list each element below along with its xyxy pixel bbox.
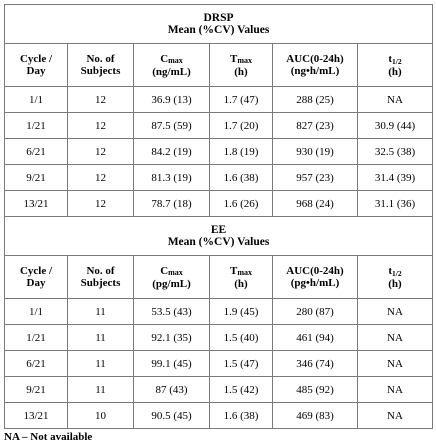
cmax-cell: 36.9 (13) bbox=[134, 87, 210, 113]
header-text: C bbox=[160, 264, 169, 277]
subjects-cell: 12 bbox=[68, 87, 134, 113]
header-text: C bbox=[160, 52, 169, 65]
header-text: AUC(0-24h) bbox=[286, 265, 344, 277]
drsp-header-row bbox=[5, 44, 433, 87]
column-header-cycle bbox=[5, 256, 68, 299]
header-unit: (pg•h/mL) bbox=[290, 277, 340, 289]
table-row bbox=[5, 351, 433, 377]
header-unit: (ng/mL) bbox=[152, 65, 191, 78]
section-subtitle: Mean (%CV) Values bbox=[167, 24, 270, 36]
cycle-day-cell: 1/1 bbox=[5, 87, 68, 113]
auc-cell: 930 (19) bbox=[273, 139, 358, 165]
section-subtitle: Mean (%CV) Values bbox=[167, 236, 270, 248]
pk-table bbox=[4, 4, 433, 429]
table-row bbox=[5, 165, 433, 191]
ee-header-row bbox=[5, 256, 433, 299]
subjects-cell: 11 bbox=[68, 299, 134, 325]
half-life-cell: NA bbox=[358, 325, 433, 351]
table-row bbox=[5, 403, 433, 429]
header-text: Cycle / bbox=[19, 265, 53, 277]
section-title bbox=[5, 5, 433, 44]
header-subscript: max bbox=[168, 267, 183, 277]
table-row bbox=[5, 299, 433, 325]
column-header-half-life bbox=[358, 44, 433, 87]
cycle-day-cell: 1/21 bbox=[5, 325, 68, 351]
drsp-title-row bbox=[5, 5, 433, 44]
column-header-cycle bbox=[5, 44, 68, 87]
table-row bbox=[5, 325, 433, 351]
auc-cell: 957 (23) bbox=[273, 165, 358, 191]
column-header-tmax bbox=[210, 44, 273, 87]
table-row bbox=[5, 377, 433, 403]
cmax-cell: 78.7 (18) bbox=[134, 191, 210, 217]
tmax-cell: 1.7 (47) bbox=[210, 87, 273, 113]
cycle-day-cell: 13/21 bbox=[5, 403, 68, 429]
auc-cell: 288 (25) bbox=[273, 87, 358, 113]
tmax-cell: 1.6 (26) bbox=[210, 191, 273, 217]
cycle-day-cell: 6/21 bbox=[5, 139, 68, 165]
header-subscript: 1/2 bbox=[392, 268, 402, 278]
cmax-cell: 92.1 (35) bbox=[134, 325, 210, 351]
header-text: t bbox=[388, 264, 393, 277]
half-life-cell: NA bbox=[358, 377, 433, 403]
half-life-cell: NA bbox=[358, 299, 433, 325]
subjects-cell: 11 bbox=[68, 377, 134, 403]
subjects-cell: 12 bbox=[68, 113, 134, 139]
auc-cell: 461 (94) bbox=[273, 325, 358, 351]
table-row bbox=[5, 113, 433, 139]
header-unit: (h) bbox=[388, 277, 402, 290]
cmax-cell: 99.1 (45) bbox=[134, 351, 210, 377]
tmax-cell: 1.8 (19) bbox=[210, 139, 273, 165]
footnote: NA – Not available bbox=[4, 431, 93, 443]
subjects-cell: 10 bbox=[68, 403, 134, 429]
tmax-cell: 1.5 (42) bbox=[210, 377, 273, 403]
header-text: No. of bbox=[86, 265, 115, 277]
header-text: T bbox=[229, 52, 238, 65]
cycle-day-cell: 9/21 bbox=[5, 165, 68, 191]
cycle-day-cell: 9/21 bbox=[5, 377, 68, 403]
header-unit: (pg/mL) bbox=[152, 277, 191, 290]
cmax-cell: 81.3 (19) bbox=[134, 165, 210, 191]
header-text: T bbox=[229, 264, 238, 277]
header-text: Day bbox=[26, 65, 46, 77]
ee-title-row bbox=[5, 217, 433, 256]
half-life-cell: 32.5 (38) bbox=[358, 139, 433, 165]
column-header-cmax bbox=[134, 44, 210, 87]
header-unit: (ng•h/mL) bbox=[290, 65, 340, 77]
column-header-auc bbox=[273, 44, 358, 87]
tmax-cell: 1.7 (20) bbox=[210, 113, 273, 139]
header-text: Subjects bbox=[80, 65, 121, 77]
subjects-cell: 12 bbox=[68, 139, 134, 165]
auc-cell: 485 (92) bbox=[273, 377, 358, 403]
header-subscript: max bbox=[237, 267, 252, 277]
cycle-day-cell: 1/1 bbox=[5, 299, 68, 325]
cmax-cell: 87 (43) bbox=[134, 377, 210, 403]
column-header-auc bbox=[273, 256, 358, 299]
tmax-cell: 1.5 (47) bbox=[210, 351, 273, 377]
subjects-cell: 12 bbox=[68, 165, 134, 191]
section-title-name: DRSP bbox=[203, 12, 234, 24]
cmax-cell: 84.2 (19) bbox=[134, 139, 210, 165]
tmax-cell: 1.6 (38) bbox=[210, 165, 273, 191]
drsp-section bbox=[5, 5, 433, 217]
cycle-day-cell: 13/21 bbox=[5, 191, 68, 217]
cmax-cell: 90.5 (45) bbox=[134, 403, 210, 429]
header-text: No. of bbox=[86, 53, 115, 65]
cycle-day-cell: 6/21 bbox=[5, 351, 68, 377]
column-header-tmax bbox=[210, 256, 273, 299]
auc-cell: 346 (74) bbox=[273, 351, 358, 377]
auc-cell: 280 (87) bbox=[273, 299, 358, 325]
header-text: t bbox=[388, 52, 393, 65]
ee-section bbox=[5, 217, 433, 429]
auc-cell: 968 (24) bbox=[273, 191, 358, 217]
section-title bbox=[5, 217, 433, 256]
header-text: Day bbox=[26, 277, 46, 289]
header-text: AUC(0-24h) bbox=[286, 53, 344, 65]
half-life-cell: 30.9 (44) bbox=[358, 113, 433, 139]
header-text: Subjects bbox=[80, 277, 121, 289]
subjects-cell: 11 bbox=[68, 325, 134, 351]
header-unit: (h) bbox=[234, 277, 248, 290]
header-subscript: max bbox=[237, 55, 252, 65]
section-title-name: EE bbox=[210, 224, 227, 236]
table-row bbox=[5, 191, 433, 217]
half-life-cell: NA bbox=[358, 403, 433, 429]
cmax-cell: 87.5 (59) bbox=[134, 113, 210, 139]
half-life-cell: NA bbox=[358, 87, 433, 113]
tmax-cell: 1.9 (45) bbox=[210, 299, 273, 325]
column-header-half-life bbox=[358, 256, 433, 299]
half-life-cell: 31.4 (39) bbox=[358, 165, 433, 191]
column-header-subjects bbox=[68, 256, 134, 299]
auc-cell: 469 (83) bbox=[273, 403, 358, 429]
header-text: Cycle / bbox=[19, 53, 53, 65]
subjects-cell: 12 bbox=[68, 191, 134, 217]
header-subscript: max bbox=[168, 55, 183, 65]
tmax-cell: 1.5 (40) bbox=[210, 325, 273, 351]
header-subscript: 1/2 bbox=[392, 56, 402, 66]
half-life-cell: 31.1 (36) bbox=[358, 191, 433, 217]
table-row bbox=[5, 139, 433, 165]
cycle-day-cell: 1/21 bbox=[5, 113, 68, 139]
tmax-cell: 1.6 (38) bbox=[210, 403, 273, 429]
cmax-cell: 53.5 (43) bbox=[134, 299, 210, 325]
header-unit: (h) bbox=[234, 65, 248, 78]
header-unit: (h) bbox=[388, 65, 402, 78]
pharmacokinetics-document bbox=[4, 4, 432, 429]
table-row bbox=[5, 87, 433, 113]
column-header-subjects bbox=[68, 44, 134, 87]
subjects-cell: 11 bbox=[68, 351, 134, 377]
auc-cell: 827 (23) bbox=[273, 113, 358, 139]
half-life-cell: NA bbox=[358, 351, 433, 377]
column-header-cmax bbox=[134, 256, 210, 299]
